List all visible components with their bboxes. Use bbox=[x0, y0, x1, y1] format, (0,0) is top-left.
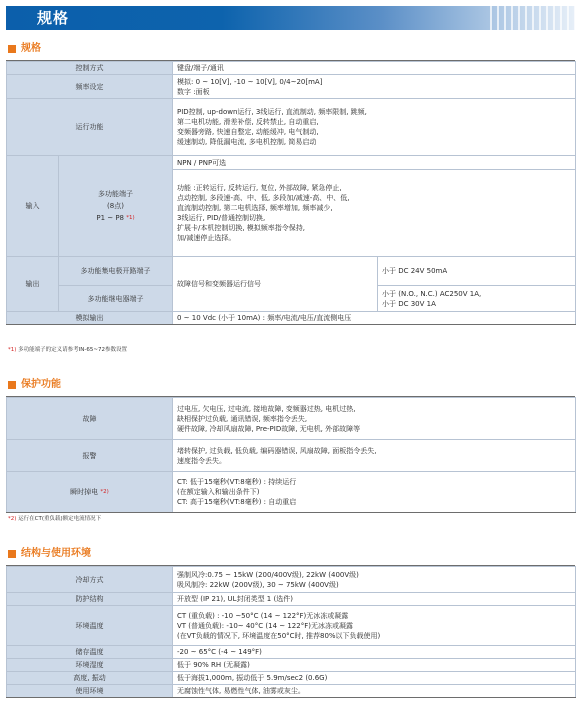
open-collector-rating: 小于 DC 24V 50mA bbox=[378, 257, 576, 286]
run-functions-line: 第二电机功能, 滑差补偿, 反转禁止, 自动重启, bbox=[177, 118, 319, 126]
output-signal-value: 故障信号和变频器运行信号 bbox=[173, 257, 378, 312]
environment-table bbox=[6, 566, 576, 698]
freq-setting-label: 频率设定 bbox=[7, 75, 173, 99]
table-row bbox=[7, 398, 576, 440]
footnote-mark: *2) bbox=[100, 489, 109, 495]
run-functions-line: PID控制, up-down运行, 3线运行, 直流制动, 频率限制, 跳频, bbox=[177, 108, 367, 116]
usage-env-value: 无腐蚀性气体, 易燃性气体, 油雾或灰尘。 bbox=[173, 685, 576, 698]
altitude-value: 低于海拔1,000m, 振动低于 5.9m/sec2 (0.6G) bbox=[173, 672, 576, 685]
cooling-label: 冷却方式 bbox=[7, 567, 173, 593]
fault-label: 故障 bbox=[7, 398, 173, 440]
open-collector-label: 多功能集电极开路端子 bbox=[59, 257, 173, 286]
ambient-temp-line: (在VT负载的情况下, 环境温度在50°C时, 推荐80%以下负载使用) bbox=[177, 631, 381, 640]
footnote-text: 多功能端子的定义请参考IN-65~72参数设置 bbox=[18, 347, 127, 353]
alarm-line: 速度指令丢失。 bbox=[177, 456, 226, 465]
humidity-value: 低于 90% RH (无凝露) bbox=[173, 659, 576, 672]
footnote-mark: *2) bbox=[8, 516, 17, 522]
section-title-spec: 规格 bbox=[21, 43, 41, 54]
footnote-text: 运行在CT(重负载)额定电流情况下 bbox=[18, 516, 102, 522]
input-functions-value bbox=[173, 170, 576, 257]
protection-table bbox=[6, 397, 576, 513]
protection-structure-label: 防护结构 bbox=[7, 593, 173, 606]
relay-terminal-label: 多功能继电器端子 bbox=[59, 286, 173, 312]
input-functions-line: 点动控制, 多段速-高、中、低, 多段加/减速-高、中、低, bbox=[177, 194, 350, 202]
page-title: 规格 bbox=[37, 9, 70, 27]
input-functions-line: 加/减速停止选择。 bbox=[177, 234, 236, 242]
power-loss-line: (在额定输入和输出条件下) bbox=[177, 488, 260, 496]
ambient-temp-value bbox=[173, 606, 576, 646]
section-bullet bbox=[8, 45, 16, 53]
power-loss-line: CT: 低于15毫秒(VT:8毫秒) : 持续运行 bbox=[177, 478, 297, 486]
table-row bbox=[7, 567, 576, 593]
freq-setting-line: 模拟: 0 ~ 10[V], -10 ~ 10[V], 0/4~20[mA] bbox=[177, 77, 323, 86]
cooling-line: 强制风冷:0.75 ~ 15kW (200/400V级), 22kW (400V级) bbox=[177, 570, 359, 579]
storage-temp-value: -20 ~ 65°C (-4 ~ 149°F) bbox=[173, 646, 576, 659]
protection-structure-value: 开放型 (IP 21), UL封闭类型 1 (选件) bbox=[173, 593, 576, 606]
relay-rating bbox=[378, 286, 576, 312]
table-row bbox=[7, 62, 576, 75]
ambient-temp-line: VT (普通负载): -10~ 40°C (14 ~ 122°F)无冰冻或凝露 bbox=[177, 621, 353, 630]
table-row bbox=[7, 685, 576, 698]
alarm-value bbox=[173, 440, 576, 472]
multi-terminal-label-line: (8点) bbox=[107, 202, 124, 210]
humidity-label: 环境湿度 bbox=[7, 659, 173, 672]
input-functions-line: 3线运行, PID/普通控制切换, bbox=[177, 214, 266, 222]
spec-table bbox=[6, 61, 576, 325]
relay-rating-line: 小于 DC 30V 1A bbox=[382, 299, 436, 308]
cooling-line: 吸风制冷: 22kW (200V级), 30 ~ 75kW (400V级) bbox=[177, 580, 339, 589]
banner-stripes bbox=[485, 6, 575, 30]
power-loss-value bbox=[173, 472, 576, 513]
table-row bbox=[7, 440, 576, 472]
section-bullet bbox=[8, 381, 16, 389]
power-loss-label bbox=[7, 472, 173, 513]
run-functions-value bbox=[173, 99, 576, 156]
section-title-environment: 结构与使用环境 bbox=[21, 548, 91, 559]
ambient-temp-line: CT (重负载) : -10 ~50°C (14 ~ 122°F)无冰冻或凝露 bbox=[177, 611, 349, 620]
input-label: 输入 bbox=[7, 156, 59, 257]
run-functions-line: 缓速制动, 降低漏电流, 多电机控制, 简易启动 bbox=[177, 138, 317, 146]
multi-terminal-label-line: P1 ~ P8 bbox=[96, 214, 125, 222]
section-bullet bbox=[8, 550, 16, 558]
table-row bbox=[7, 646, 576, 659]
table-row bbox=[7, 672, 576, 685]
fault-line: 硬件故障, 冷却风扇故障, Pre-PID故障, 无电机, 外部故障等 bbox=[177, 424, 361, 433]
freq-setting-value bbox=[173, 75, 576, 99]
altitude-label: 高度, 振动 bbox=[7, 672, 173, 685]
section-title-protection: 保护功能 bbox=[21, 379, 61, 390]
cooling-value bbox=[173, 567, 576, 593]
run-functions-line: 变频器旁路, 快速自整定, 动能缓冲, 电气制动, bbox=[177, 128, 319, 136]
fault-value bbox=[173, 398, 576, 440]
table-row bbox=[7, 156, 576, 170]
input-functions-line: 扩展卡/本机控制切换, 模拟频率指令保持, bbox=[177, 224, 306, 232]
alarm-label: 报警 bbox=[7, 440, 173, 472]
table-row bbox=[7, 257, 576, 286]
page-banner bbox=[6, 6, 575, 30]
analog-output-label: 模拟输出 bbox=[7, 312, 173, 325]
freq-setting-line: 数字 :面板 bbox=[177, 87, 210, 96]
footnote-mark: *1) bbox=[8, 347, 17, 353]
control-method-label: 控制方式 bbox=[7, 62, 173, 75]
input-functions-line: 功能 :正转运行, 反转运行, 复位, 外部故障, 紧急停止, bbox=[177, 184, 342, 192]
table-row bbox=[7, 312, 576, 325]
storage-temp-label: 储存温度 bbox=[7, 646, 173, 659]
fault-line: 缺相保护过负载, 通讯错误, 频率指令丢失, bbox=[177, 414, 308, 423]
table-row bbox=[7, 659, 576, 672]
table-row bbox=[7, 472, 576, 513]
fault-line: 过电压, 欠电压, 过电流, 接地故障, 变频器过热, 电机过热, bbox=[177, 404, 356, 413]
spec-footnote bbox=[8, 347, 127, 354]
input-functions-line: 直流制动控制, 第二电机选择, 频率增加, 频率减少, bbox=[177, 204, 333, 212]
multi-terminal-label bbox=[59, 156, 173, 257]
npn-pnp-value: NPN / PNP可选 bbox=[173, 156, 576, 170]
protection-footnote bbox=[8, 516, 101, 523]
power-loss-line: CT: 高于15毫秒(VT:8毫秒) : 自动重启 bbox=[177, 498, 297, 506]
ambient-temp-label: 环境温度 bbox=[7, 606, 173, 646]
relay-rating-line: 小于 (N.O., N.C.) AC250V 1A, bbox=[382, 289, 482, 298]
power-loss-label-text: 瞬时掉电 bbox=[70, 488, 99, 496]
control-method-value: 键盘/端子/通讯 bbox=[173, 62, 576, 75]
table-row bbox=[7, 75, 576, 99]
output-label: 输出 bbox=[7, 257, 59, 312]
usage-env-label: 使用环境 bbox=[7, 685, 173, 698]
footnote-mark: *1) bbox=[126, 215, 135, 221]
multi-terminal-label-line: 多功能端子 bbox=[98, 190, 133, 198]
table-row bbox=[7, 99, 576, 156]
table-row bbox=[7, 606, 576, 646]
table-row bbox=[7, 593, 576, 606]
run-functions-label: 运行功能 bbox=[7, 99, 173, 156]
alarm-line: 堵转保护, 过负载, 低负载, 编码器错误, 风扇故障, 面板指令丢失, bbox=[177, 446, 377, 455]
analog-output-value: 0 ~ 10 Vdc (小于 10mA) : 频率/电流/电压/直流侧电压 bbox=[173, 312, 576, 325]
